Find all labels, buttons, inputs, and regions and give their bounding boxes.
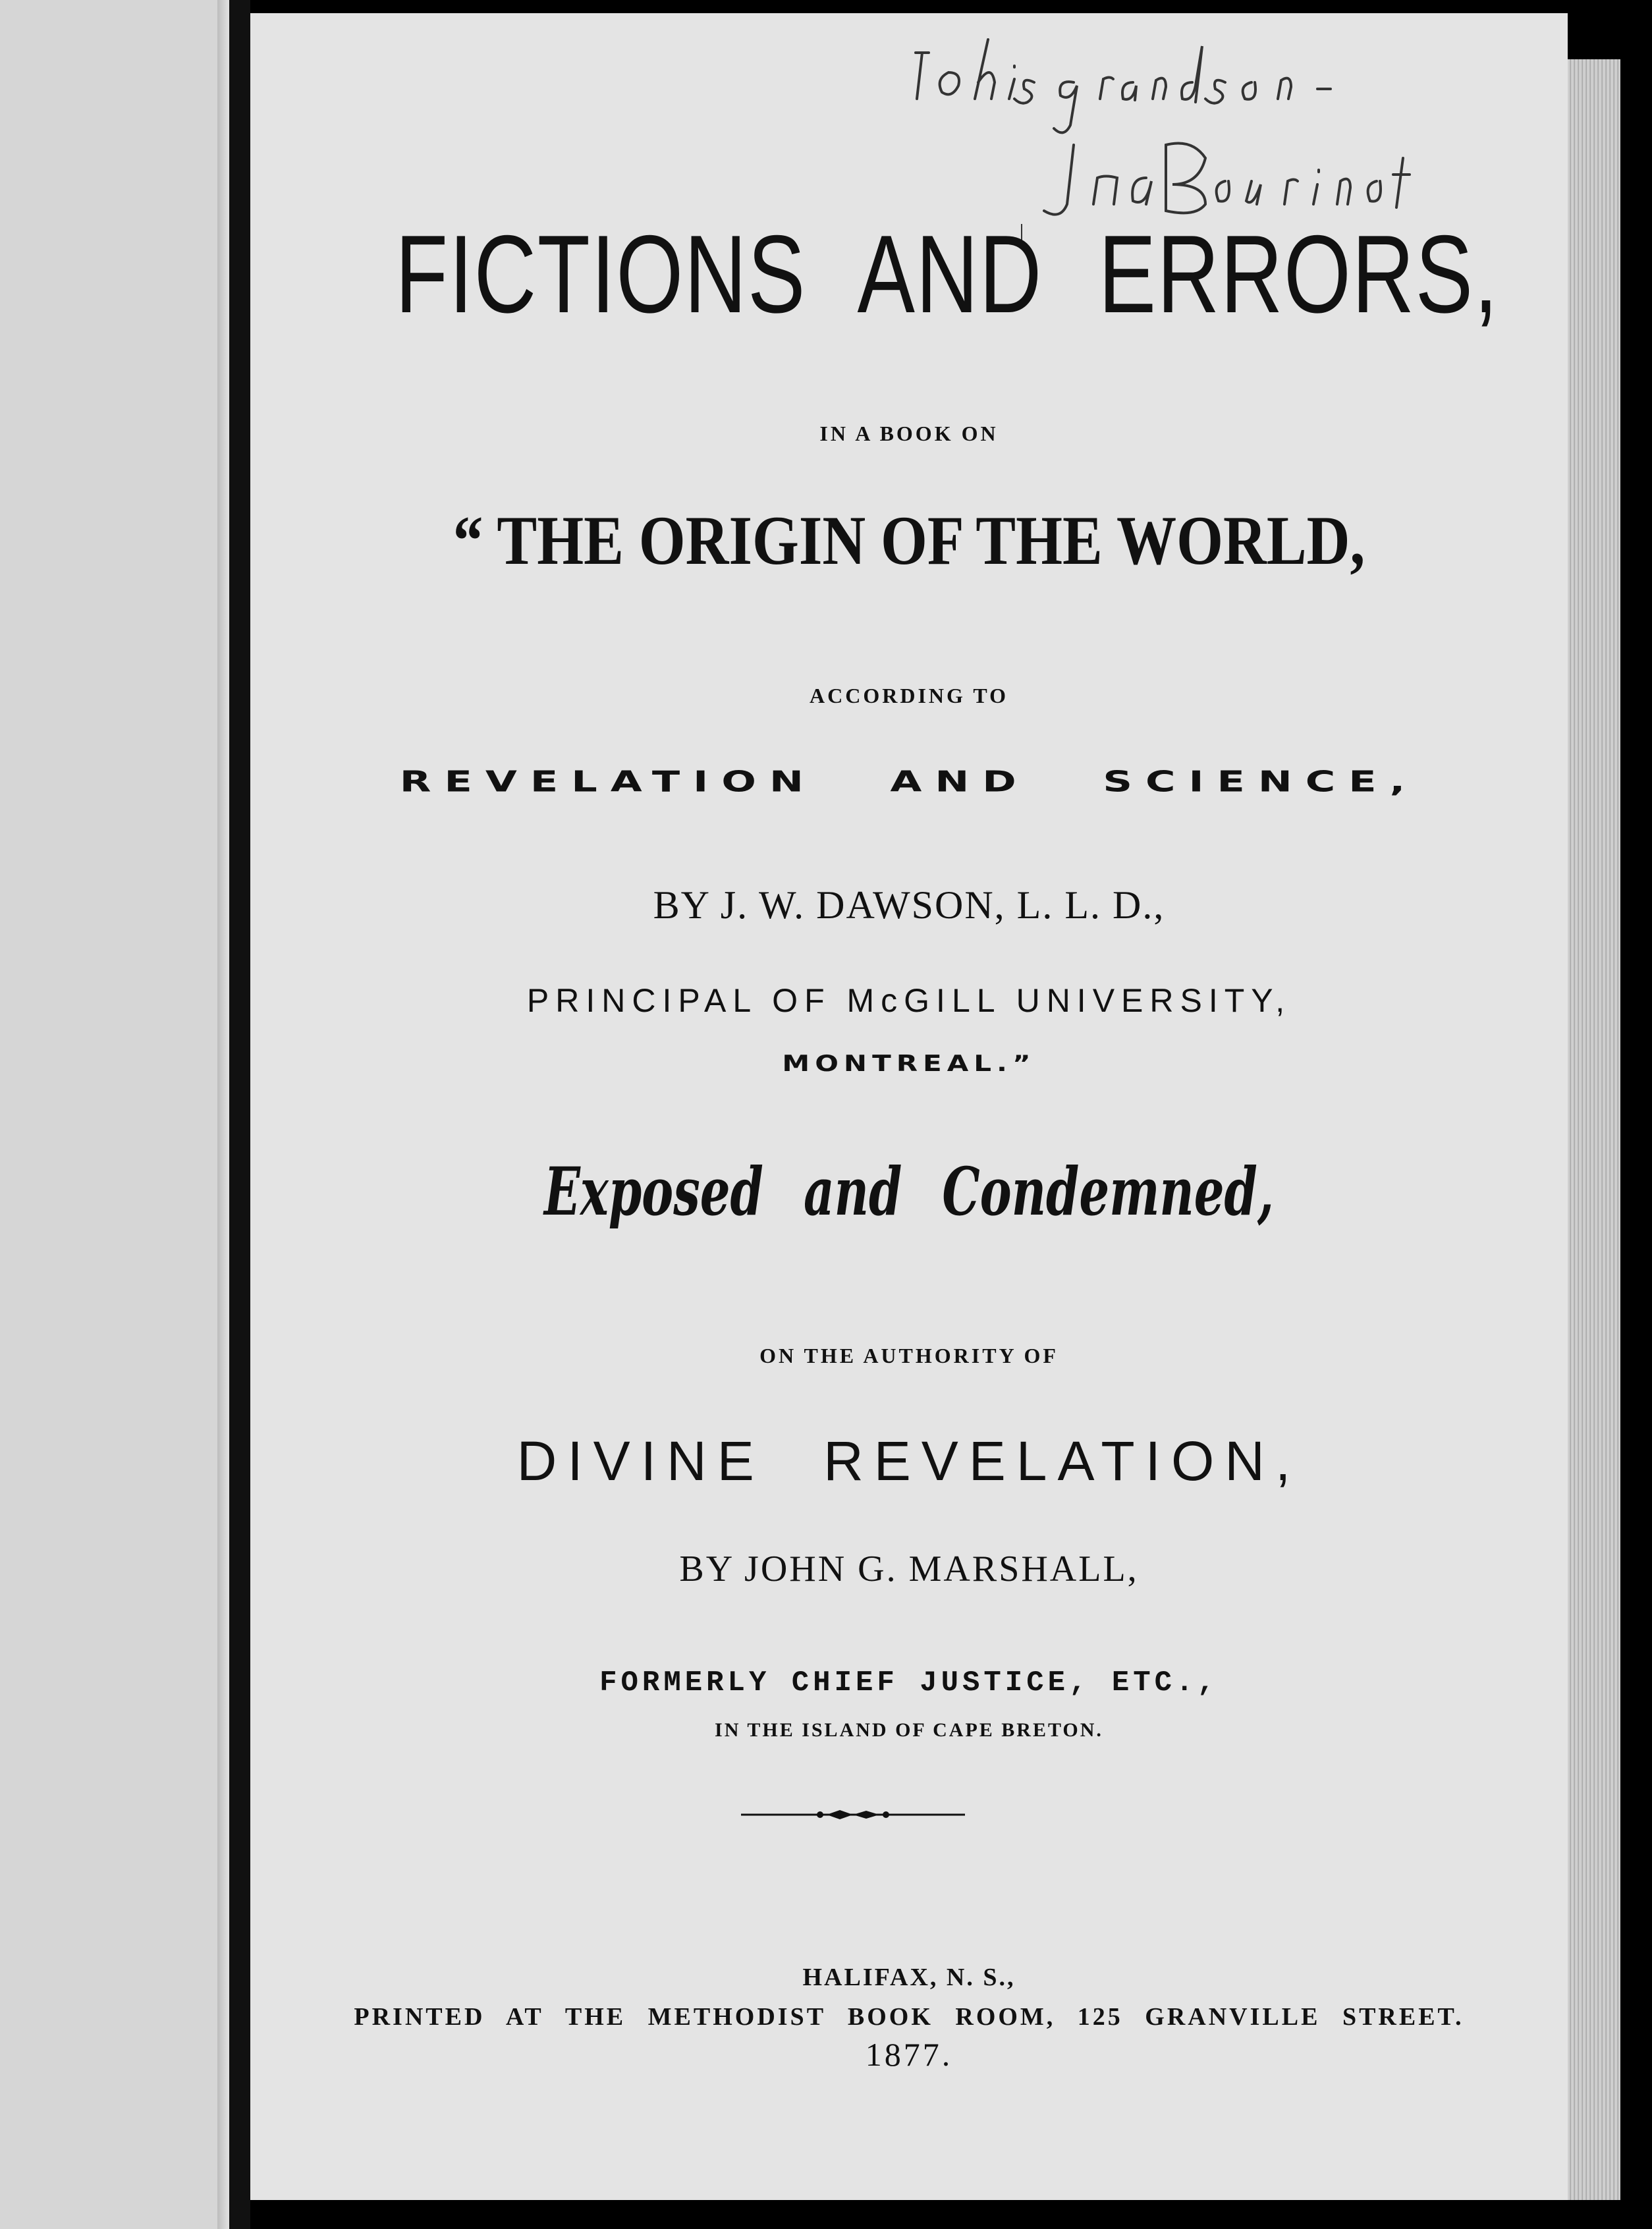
on-the-authority-of: ON THE AUTHORITY OF <box>759 1344 1059 1367</box>
principal-line: PRINCIPAL OF McGILL UNIVERSITY, <box>526 982 1292 1019</box>
book-title: “ THE ORIGIN OF THE WORLD, <box>453 502 1365 579</box>
left-page-edge <box>217 0 229 2229</box>
author-dawson: BY J. W. DAWSON, L. L. D., <box>653 883 1165 927</box>
revelation-and-science: REVELATION AND SCIENCE, <box>399 764 1419 799</box>
left-page-leaf <box>0 0 229 2229</box>
according-to: ACCORDING TO <box>810 684 1008 707</box>
imprint-place: HALIFAX, N. S., <box>802 1964 1016 1991</box>
montreal-line: MONTREAL.” <box>782 1050 1036 1077</box>
main-title: FICTIONS AND ERRORS, <box>395 212 1499 336</box>
title-page <box>250 13 1568 2200</box>
exposed-and-condemned: Exposed and Condemned, <box>544 1153 1274 1230</box>
book-gutter <box>229 0 250 2229</box>
island-line: IN THE ISLAND OF CAPE BRETON. <box>715 1719 1103 1741</box>
page-stack-edge <box>1568 59 1620 2200</box>
imprint-year: 1877. <box>865 2036 953 2073</box>
imprint-printer: PRINTED AT THE METHODIST BOOK ROOM, 125 GRANVILLE STREET. <box>354 2003 1464 2031</box>
in-a-book-on: IN A BOOK ON <box>819 422 999 445</box>
divine-revelation: DIVINE REVELATION, <box>516 1430 1302 1492</box>
formerly-line: FORMERLY CHIEF JUSTICE, ETC., <box>599 1666 1219 1699</box>
author-marshall: BY JOHN G. MARSHALL, <box>679 1549 1139 1589</box>
ornament-rule <box>741 1805 965 1825</box>
handwritten-inscription <box>856 26 1581 224</box>
